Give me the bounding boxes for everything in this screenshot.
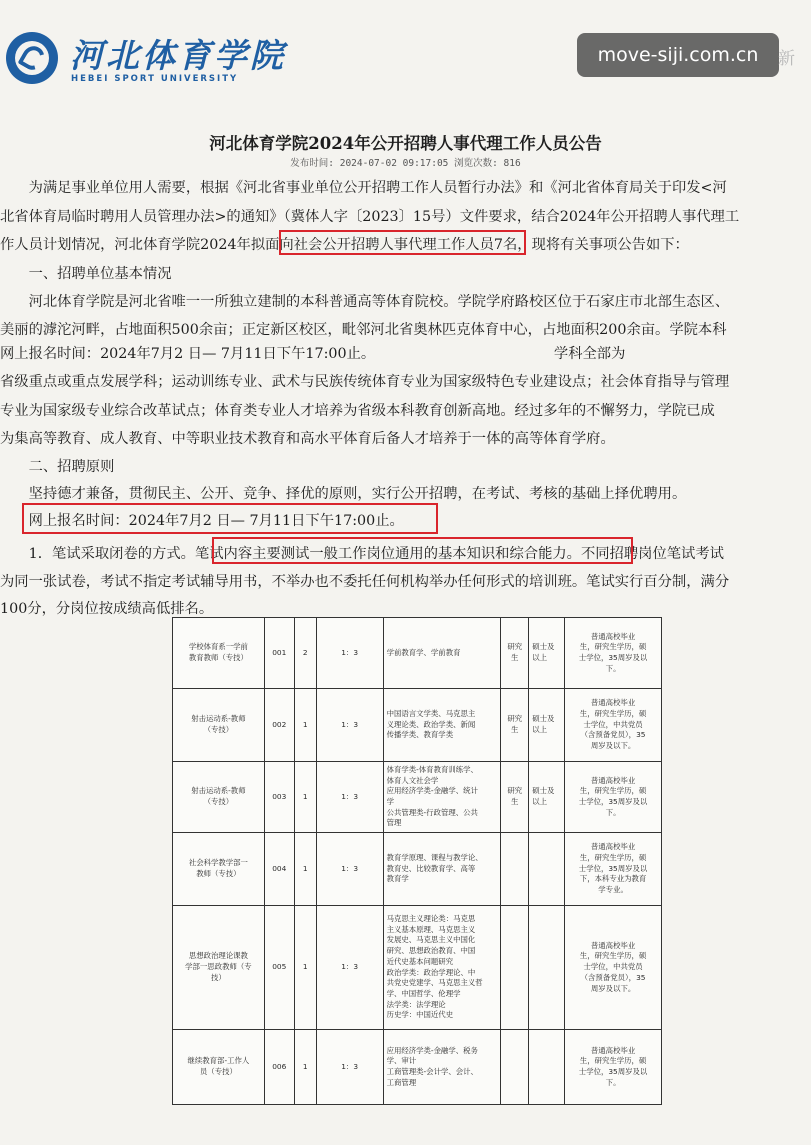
quota-cell: 1 xyxy=(294,1030,316,1105)
ratio-cell: 1：3 xyxy=(316,689,383,762)
article-meta: 发布时间: 2024-07-02 09:17:05 浏览次数: 816 xyxy=(290,158,521,169)
section-heading: 二、招聘原则 xyxy=(0,459,115,475)
requirement-cell: 普通高校毕业 生，研究生学历，硕 士学位，35周岁及以 下。 xyxy=(565,762,662,833)
ratio-cell: 1：3 xyxy=(316,618,383,689)
logo-chinese-name: 河北体育学院 xyxy=(70,36,286,75)
table-row xyxy=(173,1030,662,1105)
table-row xyxy=(173,618,662,689)
section-heading: 一、招聘单位基本情况 xyxy=(0,266,172,282)
logo-english-name: HEBEI SPORT UNIVERSITY xyxy=(71,74,239,84)
requirement-cell: 普通高校毕业 生，研究生学历，硕 士学位，35周岁及以 下，本科专业为教育 学专业。 xyxy=(565,833,662,906)
degree-cell xyxy=(529,833,565,906)
post-code-cell: 006 xyxy=(264,1030,294,1105)
ratio-cell: 1：3 xyxy=(316,1030,383,1105)
degree-cell: 硕士及 以上 xyxy=(529,762,565,833)
post-code-cell: 001 xyxy=(264,618,294,689)
degree-cell xyxy=(529,1030,565,1105)
post-name-cell: 继续教育部-工作人 员（专技） xyxy=(173,1030,265,1105)
major-cell: 教育学原理、课程与教学论、 教育史、比较教育学、高等 教育学 xyxy=(383,833,501,906)
body-line: 河北体育学院是河北省唯一一所独立建制的本科普通高等体育院校。学院学府路校区位于石家庄市北部生态区、 xyxy=(0,294,730,310)
education-cell xyxy=(501,1030,529,1105)
body-line: 1．笔试采取闭卷的方式。笔试内容主要测试一般工作岗位通用的基本知识和综合能力。不同招聘岗位笔试考试 xyxy=(0,546,724,562)
major-cell: 体育学类-体育教育训练学、 体育人文社会学 应用经济学类-金融学、统计 学 公共管理类-行政管理、公共 管理 xyxy=(383,762,501,833)
quota-cell: 1 xyxy=(294,833,316,906)
post-code-cell: 003 xyxy=(264,762,294,833)
post-name-cell: 社会科学教学部一 教师（专技） xyxy=(173,833,265,906)
body-line: 坚持德才兼备，贯彻民主、公开、竞争、择优的原则，实行公开招聘，在考试、考核的基础上择优聘用。 xyxy=(0,486,687,502)
post-code-cell: 002 xyxy=(264,689,294,762)
watermark-tail-text: 新 xyxy=(778,49,795,69)
major-cell: 应用经济学类-金融学、税务 学、审计 工商管理类-会计学、会计、 工商管理 xyxy=(383,1030,501,1105)
body-line: 省级重点或重点发展学科；运动训练专业、武术与民族传统体育专业为国家级特色专业建设点；社会体育指导与管理 xyxy=(0,374,730,390)
body-line: 为同一张试卷，考试不指定考试辅导用书，不举办也不委托任何机构举办任何形式的培训班。笔试实行百分制，满分 xyxy=(0,574,730,590)
watermark-banner: move-siji.com.cn xyxy=(577,33,779,77)
table-row xyxy=(173,906,662,1030)
requirement-cell: 普通高校毕业 生，研究生学历，硕 士学位，35周岁及以 下。 xyxy=(565,1030,662,1105)
post-name-cell: 学校体育系一学前 教育教师（专技） xyxy=(173,618,265,689)
body-line: 北省体育局临时聘用人员管理办法>的通知》（冀体人字〔2023〕15号）文件要求，结合2024年公开招聘人事代理工 xyxy=(0,209,740,225)
registration-time-line: 网上报名时间：2024年7月2 日— 7月11日下午17:00止。 xyxy=(0,513,404,529)
table-row xyxy=(173,762,662,833)
major-cell: 马克思主义理论类：马克思 主义基本原理、马克思主义 发展史、马克思主义中国化 研究、思想政治教育、中国 近代史基本问题研究 政治学类：政治学理论、中 共党史党建学、马克思主义哲 学、中国哲学、伦理学 法学类：法学理论 历史学：中国近代史 xyxy=(383,906,501,1030)
ratio-cell: 1：3 xyxy=(316,833,383,906)
highlight-box xyxy=(279,230,526,255)
major-cell: 学前教育学、学前教育 xyxy=(383,618,501,689)
body-line: 网上报名时间：2024年7月2 日— 7月11日下午17:00止。 学科全部为 xyxy=(0,346,626,362)
requirement-cell: 普通高校毕业 生，研究生学历，硕 士学位，中共党员 （含预备党员），35 周岁及以下。 xyxy=(565,906,662,1030)
post-name-cell: 射击运动系-教师 （专技） xyxy=(173,689,265,762)
quota-cell: 1 xyxy=(294,906,316,1030)
body-line: 作人员计划情况，河北体育学院2024年拟面向社会公开招聘人事代理工作人员7名，现将有关事项公告如下： xyxy=(0,237,689,253)
degree-cell: 硕士及 以上 xyxy=(529,689,565,762)
post-code-cell: 004 xyxy=(264,833,294,906)
requirement-cell: 普通高校毕业 生，研究生学历，硕 士学位，35周岁及以 下。 xyxy=(565,618,662,689)
post-name-cell: 思想政治理论课教 学部一思政教师（专 技） xyxy=(173,906,265,1030)
education-cell: 研究 生 xyxy=(501,762,529,833)
body-line: 100分，分岗位按成绩高低排名。 xyxy=(0,601,214,617)
quota-cell: 1 xyxy=(294,762,316,833)
body-line: 为集高等教育、成人教育、中等职业技术教育和高水平体育后备人才培养于一体的高等体育学府。 xyxy=(0,431,615,447)
quota-cell: 2 xyxy=(294,618,316,689)
highlight-box xyxy=(212,537,633,564)
highlight-box xyxy=(22,503,438,534)
post-code-cell: 005 xyxy=(264,906,294,1030)
table-row xyxy=(173,833,662,906)
site-header xyxy=(0,0,811,105)
article-title: 河北体育学院2024年公开招聘人事代理工作人员公告 xyxy=(209,134,602,153)
ratio-cell: 1：3 xyxy=(316,762,383,833)
quota-cell: 1 xyxy=(294,689,316,762)
job-positions-table xyxy=(172,617,662,1105)
post-name-cell: 射击运动系-教师 （专技） xyxy=(173,762,265,833)
table-row xyxy=(173,689,662,762)
education-cell xyxy=(501,833,529,906)
university-logo-icon xyxy=(6,32,58,84)
education-cell: 研究 生 xyxy=(501,618,529,689)
degree-cell: 硕士及 以上 xyxy=(529,618,565,689)
degree-cell xyxy=(529,906,565,1030)
body-line: 美丽的滹沱河畔，占地面积500余亩；正定新区校区，毗邻河北省奥林匹克体育中心，占地面积200余亩。学院本科 xyxy=(0,322,727,338)
education-cell: 研究 生 xyxy=(501,689,529,762)
education-cell xyxy=(501,906,529,1030)
body-line: 为满足事业单位用人需要，根据《河北省事业单位公开招聘工作人员暂行办法》和《河北省体育局关于印发<河 xyxy=(0,180,727,196)
requirement-cell: 普通高校毕业 生，研究生学历，硕 士学位，中共党员 （含预备党员），35 周岁及以下。 xyxy=(565,689,662,762)
ratio-cell: 1：3 xyxy=(316,906,383,1030)
body-line: 专业为国家级专业综合改革试点；体育类专业人才培养为省级本科教育创新高地。经过多年的不懈努力，学院已成 xyxy=(0,403,715,419)
major-cell: 中国语言文学类、马克思主 义理论类、政治学类、新闻 传播学类、教育学类 xyxy=(383,689,501,762)
